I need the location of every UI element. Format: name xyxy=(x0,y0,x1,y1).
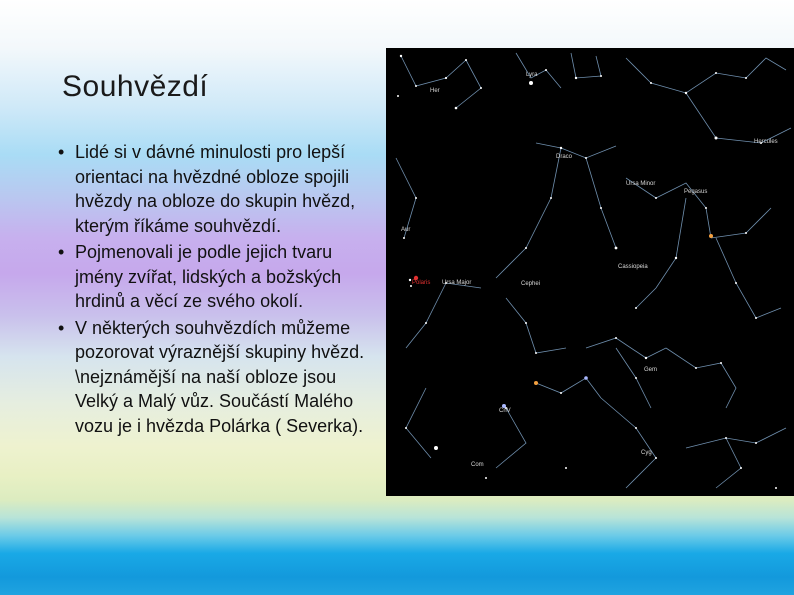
label-cyg: Cyg xyxy=(641,450,652,456)
label-cnv: CnV xyxy=(499,408,511,414)
star-map-image xyxy=(386,48,794,496)
bullet-item xyxy=(58,140,378,238)
label-ursa-minor: Ursa Minor xyxy=(626,181,656,187)
bullet-icon: • xyxy=(58,142,65,162)
label-ursa-major: Ursa Major xyxy=(442,280,472,286)
label-lyra: Lyra xyxy=(526,72,538,78)
label-cephei: Cephei xyxy=(521,281,541,287)
label-draco: Draco xyxy=(556,154,573,160)
bullet-list xyxy=(58,140,378,440)
slide-title: Souhvězdí xyxy=(62,70,209,103)
bullet-icon: • xyxy=(58,242,65,262)
label-her: Her xyxy=(430,88,440,94)
bullet-icon: • xyxy=(58,317,65,338)
label-aur: Aur xyxy=(401,227,411,233)
label-hercules: Hercules xyxy=(754,139,778,145)
bullet-text: Pojmenovali je podle jejich tvaru jmény zvířat, lidských a božských hrdinů a věcí ze svého okolí. xyxy=(75,242,342,311)
bullet-text: Lidé si v dávné minulosti pro lepší orientaci na hvězdné obloze spojili hvězdy na obloze do skupin hvězd, kterým říkáme souhvězdí. xyxy=(75,142,356,236)
bullet-text: V některých souhvězdích můžeme pozorovat výraznější skupiny hvězd. \nejznámější na naší obloze jsou Velký a Malý vůz. Součástí Malého vozu je i hvězda Polárka ( Severka). xyxy=(75,317,365,436)
constellation-lines xyxy=(396,53,791,488)
label-polaris: Polaris xyxy=(412,280,431,286)
bullet-item xyxy=(58,316,378,439)
label-com: Com xyxy=(471,462,484,468)
label-pegasus: Pegasus xyxy=(684,189,708,195)
stars xyxy=(397,55,777,489)
constellation-labels xyxy=(401,72,778,468)
star-map-svg xyxy=(386,48,794,496)
bullet-item xyxy=(58,240,378,314)
label-cassiopeia: Cassiopeia xyxy=(618,264,648,270)
label-gem: Gem xyxy=(644,367,658,373)
